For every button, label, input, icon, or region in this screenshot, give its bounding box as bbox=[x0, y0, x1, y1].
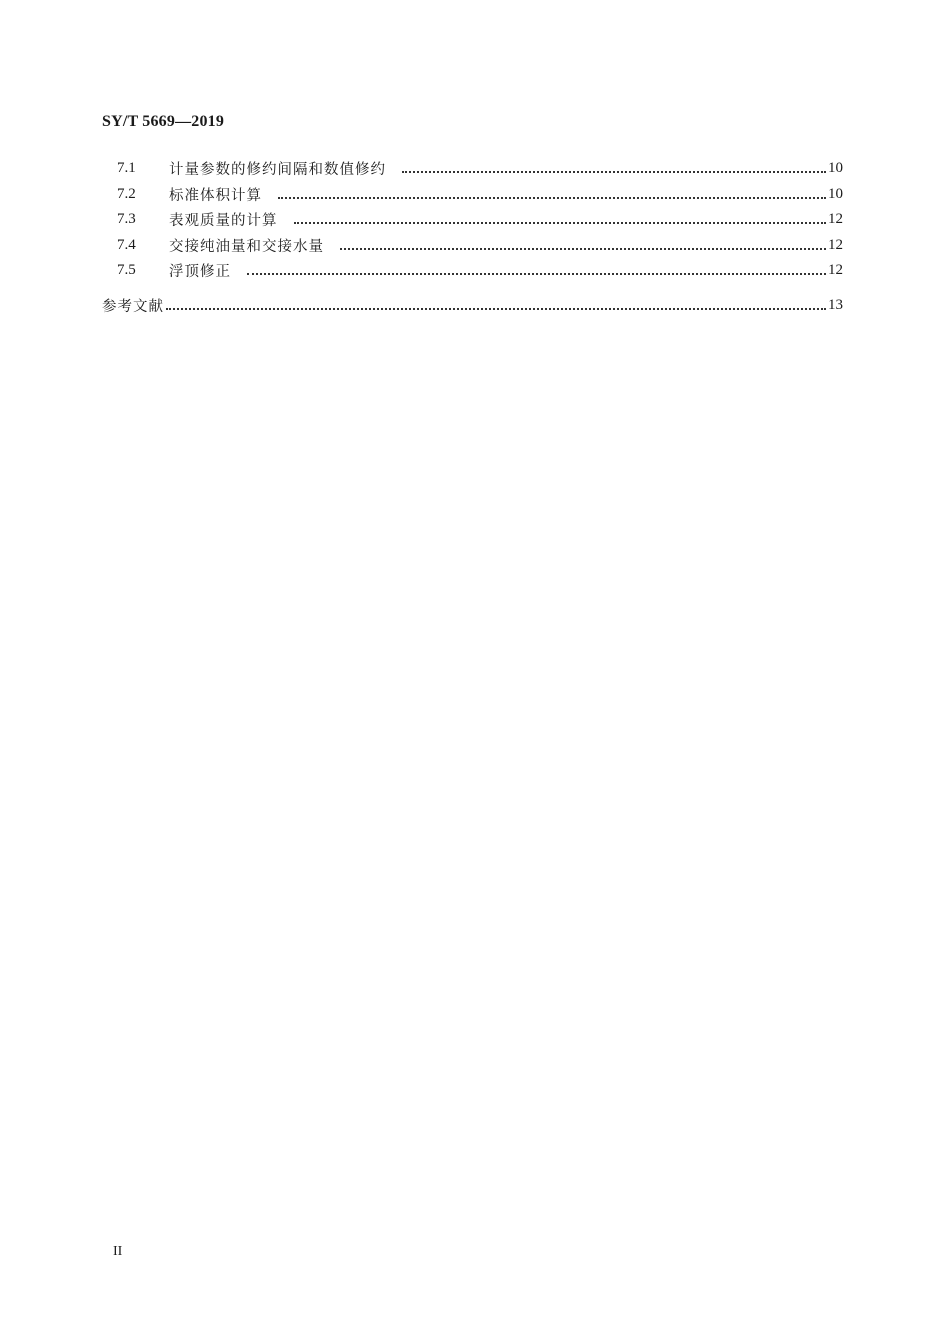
toc-entry-title: 浮顶修正 bbox=[169, 264, 231, 281]
page-number-footer: II bbox=[113, 1244, 123, 1259]
toc-entry-7-1[interactable] bbox=[102, 156, 843, 182]
toc-dot-leader bbox=[166, 307, 826, 310]
toc-entry-7-2[interactable] bbox=[102, 182, 843, 208]
toc-entry-number: 7.4 bbox=[117, 236, 136, 253]
toc-entry-7-4[interactable] bbox=[102, 233, 843, 259]
toc-entry-title: 表观质量的计算 bbox=[169, 213, 278, 230]
table-of-contents bbox=[102, 156, 843, 318]
toc-entry-7-5[interactable] bbox=[102, 258, 843, 284]
toc-entry-page: 12 bbox=[828, 262, 843, 279]
toc-entry-references[interactable] bbox=[102, 293, 843, 319]
toc-entry-number: 7.1 bbox=[117, 160, 136, 177]
toc-entry-title: 交接纯油量和交接水量 bbox=[169, 238, 324, 255]
toc-entry-7-3[interactable] bbox=[102, 207, 843, 233]
toc-entry-page: 10 bbox=[828, 185, 843, 202]
toc-entry-number: 7.2 bbox=[117, 185, 136, 202]
toc-entry-page: 12 bbox=[828, 211, 843, 228]
toc-dot-leader bbox=[340, 247, 826, 250]
toc-entry-number: 7.3 bbox=[117, 211, 136, 228]
toc-dot-leader bbox=[247, 272, 826, 275]
toc-entry-title: 标准体积计算 bbox=[169, 187, 262, 204]
toc-entry-page: 12 bbox=[828, 236, 843, 253]
toc-entry-title: 参考文献 bbox=[102, 298, 164, 315]
toc-entry-number: 7.5 bbox=[117, 262, 136, 279]
toc-entry-page: 10 bbox=[828, 160, 843, 177]
toc-entry-page: 13 bbox=[828, 296, 843, 313]
document-code-header: SY/T 5669—2019 bbox=[102, 113, 225, 130]
toc-dot-leader bbox=[294, 221, 827, 224]
toc-entry-title: 计量参数的修约间隔和数值修约 bbox=[169, 162, 386, 179]
toc-dot-leader bbox=[402, 170, 826, 173]
toc-dot-leader bbox=[278, 196, 826, 199]
